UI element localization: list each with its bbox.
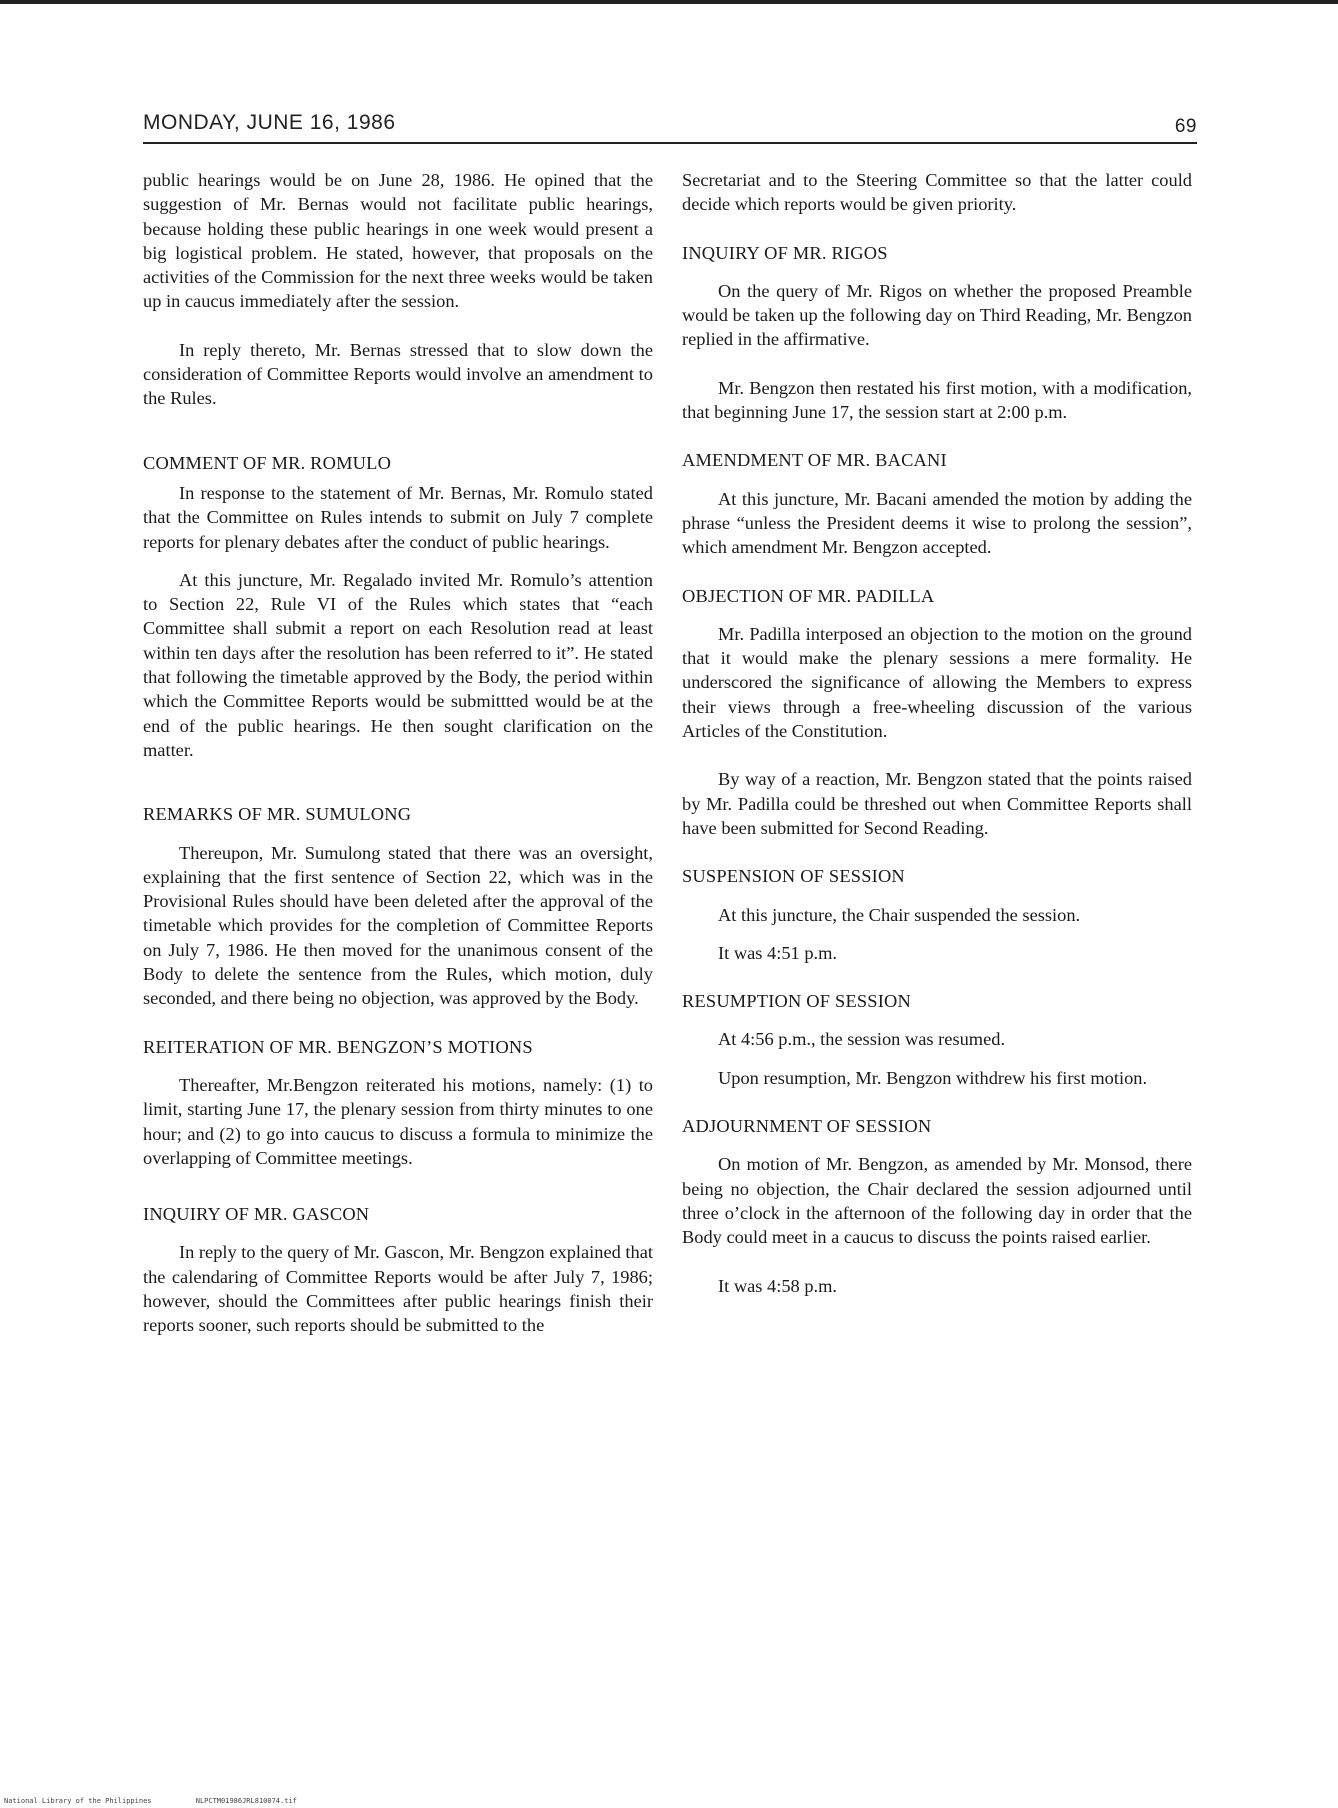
paragraph: At this juncture, the Chair suspended the session. xyxy=(718,904,1081,925)
paragraph: In reply to the query of Mr. Gascon, Mr. Bengzon explained that the calendaring of Committee Reports would be after July 7, 1986; however, should the Committees after public hearings finish their reports sooner, such reports should be submitted to the xyxy=(143,1242,653,1336)
paragraph: It was 4:58 p.m. xyxy=(718,1275,838,1296)
header-rule xyxy=(143,142,1197,144)
paragraph: On motion of Mr. Bengzon, as amended by Mr. Monsod, there being no objection, the Chair declared the session adjourned until three o’clock in the afternoon of the following day in order that the Body could meet in a caucus to discuss the points raised earlier. xyxy=(682,1154,1192,1248)
footer-source: National Library of the Philippines xyxy=(4,1797,152,1805)
scan-footer xyxy=(4,1797,337,1805)
paragraph: By way of a reaction, Mr. Bengzon stated that the points raised by Mr. Padilla could be threshed out when Committee Reports shall have been submitted for Second Reading. xyxy=(682,769,1192,838)
section-heading: ADJOURNMENT OF SESSION xyxy=(682,1116,932,1137)
paragraph: On the query of Mr. Rigos on whether the proposed Preamble would be taken up the following day on Third Reading, Mr. Bengzon replied in the affirmative. xyxy=(682,280,1192,350)
right-column xyxy=(682,168,1192,1298)
section-heading: SUSPENSION OF SESSION xyxy=(682,866,905,887)
page-title: MONDAY, JUNE 16, 1986 xyxy=(143,111,396,134)
section-heading: RESUMPTION OF SESSION xyxy=(682,991,912,1012)
left-column xyxy=(143,168,653,1338)
paragraph: Mr. Padilla interposed an objection to the motion on the ground that it would make the plenary sessions a mere formality. He underscored the significance of allowing the Members to express their views through a free-wheeling discussion of the various Articles of the Constitution. xyxy=(682,623,1192,742)
paragraph: In response to the statement of Mr. Bernas, Mr. Romulo stated that the Committee on Rules intends to submit on July 7 complete reports for plenary debates after the conduct of public hearings. xyxy=(143,482,653,552)
paragraph: Thereafter, Mr.Bengzon reiterated his motions, namely: (1) to limit, starting June 17, the plenary session from thirty minutes to one hour; and (2) to go into caucus to discuss a formula to minimize the overlapping of Committee meetings. xyxy=(143,1074,653,1168)
paragraph: At 4:56 p.m., the session was resumed. xyxy=(718,1029,1006,1050)
section-heading: INQUIRY OF MR. GASCON xyxy=(143,1204,370,1225)
footer-file: NLPCTM01986JRL810074.tif xyxy=(195,1797,297,1805)
section-heading: AMENDMENT OF MR. BACANI xyxy=(682,450,947,471)
paragraph: Upon resumption, Mr. Bengzon withdrew his first motion. xyxy=(718,1067,1148,1088)
scan-edge-line xyxy=(0,0,1338,4)
paragraph: Secretariat and to the Steering Committee so that the latter could decide which reports would be given priority. xyxy=(682,170,1192,215)
section-heading: OBJECTION OF MR. PADILLA xyxy=(682,585,935,606)
paragraph: Thereupon, Mr. Sumulong stated that there was an oversight, explaining that the first sentence of Section 22, which was in the Provisional Rules should have been deleted after the approval of the timetable which provides for the completion of Committee Reports on July 7, 1986. He then moved for the unanimous consent of the Body to delete the sentence from the Rules, which motion, duly seconded, and there being no objection, was approved by the Body. xyxy=(143,842,653,1009)
page-number: 69 xyxy=(1174,116,1197,137)
paragraph: It was 4:51 p.m. xyxy=(718,942,838,963)
section-heading: INQUIRY OF MR. RIGOS xyxy=(682,242,888,263)
section-heading: REITERATION OF MR. BENGZON’S MOTIONS xyxy=(143,1036,533,1057)
paragraph: At this juncture, Mr. Regalado invited Mr. Romulo’s attention to Section 22, Rule VI of the Rules which states that “each Committee shall submit a report on each Resolution read at least within ten days after the resolution has been referred to it”. He stated that following the timetable approved by the Body, the period within which the Committee Reports would be submittted would be at the end of the public hearings. He then sought clarification on the matter. xyxy=(143,569,653,760)
paragraph: In reply thereto, Mr. Bernas stressed that to slow down the consideration of Committee Reports would involve an amendment to the Rules. xyxy=(143,339,653,409)
section-heading: REMARKS OF MR. SUMULONG xyxy=(143,804,412,825)
paragraph: Mr. Bengzon then restated his first motion, with a modification, that beginning June 17, the session start at 2:00 p.m. xyxy=(682,377,1192,423)
paragraph: At this juncture, Mr. Bacani amended the motion by adding the phrase “unless the President deems it wise to prolong the session”, which amendment Mr. Bengzon accepted. xyxy=(682,488,1192,558)
section-heading: COMMENT OF MR. ROMULO xyxy=(143,452,392,473)
paragraph: public hearings would be on June 28, 1986. He opined that the suggestion of Mr. Bernas would not facilitate public hearings, because holding these public hearings in one week would present a big logistical problem. He stated, however, that proposals on the activities of the Commission for the next three weeks would be taken up in caucus immediately after the session. xyxy=(143,170,653,312)
